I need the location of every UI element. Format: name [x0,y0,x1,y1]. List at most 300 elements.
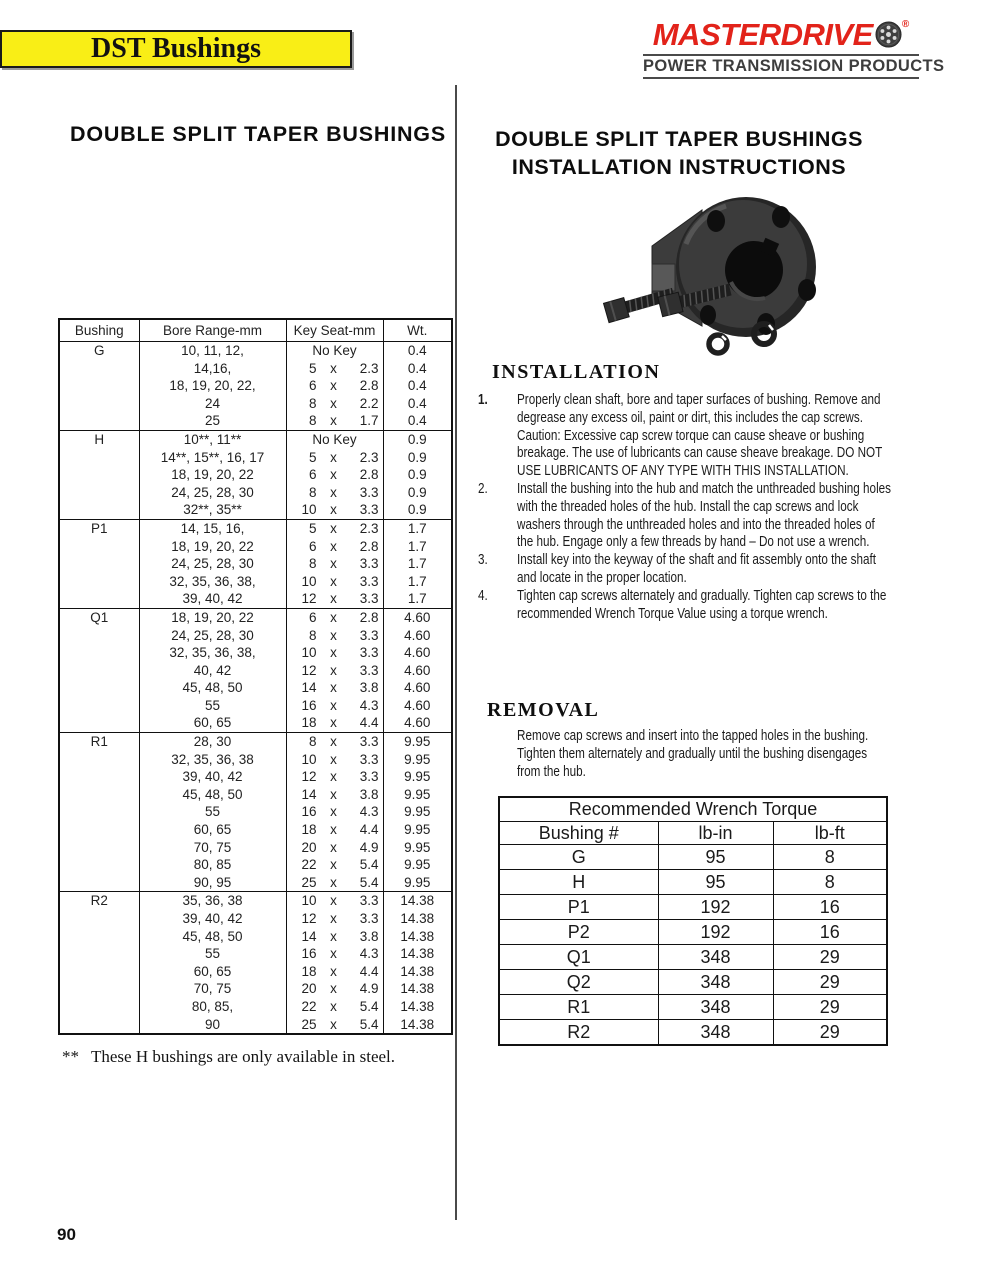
key-height: 3.3 [359,627,379,643]
key-height: 2.3 [359,360,379,376]
bore-range-cell: 39, 40, 42 [139,590,286,608]
bore-range-cell: 45, 48, 50 [139,786,286,804]
key-x: x [330,786,337,802]
bore-range-cell: 24, 25, 28, 30 [139,555,286,573]
key-seat-cell [286,1016,383,1035]
key-x: x [330,662,337,678]
key-seat-values [287,466,383,484]
bore-range-cell: 90 [139,1016,286,1035]
key-seat-values [287,856,383,874]
registered-mark: ® [901,19,910,30]
key-height: 5.4 [359,874,379,890]
key-height: 4.3 [359,697,379,713]
key-width: 12 [301,591,317,607]
key-height: 3.8 [359,680,379,696]
weight-cell: 9.95 [383,733,452,751]
installation-step-2 [478,480,895,551]
weight-cell: 9.95 [383,786,452,804]
key-seat-values [287,839,383,857]
torque-table-row [499,970,887,995]
bushing-product-photo [594,184,846,367]
bushing-table-header-0: Bushing [59,319,139,342]
key-seat-cell [286,839,383,857]
key-height: 2.8 [359,467,379,483]
weight-cell: 1.7 [383,590,452,608]
weight-cell: 0.4 [383,342,452,360]
key-height: 4.9 [359,839,379,855]
key-width: 22 [301,857,317,873]
torque-bushing-cell: G [499,845,658,870]
bore-range-cell: 32, 35, 36, 38, [139,573,286,591]
step-text: Tighten cap screws alternately and gradually. Tighten cap screws to the recommended Wrench Torque Value using a torque wrench. [517,586,887,622]
torque-bushing-cell: P1 [499,895,658,920]
key-seat-cell [286,590,383,608]
key-seat-values [287,821,383,839]
key-seat-cell [286,627,383,645]
torque-lbin-cell: 192 [658,920,773,945]
key-height: 4.3 [359,804,379,820]
bore-range-cell: 25 [139,412,286,430]
key-width: 10 [301,645,317,661]
key-x: x [330,502,337,518]
torque-lbft-cell: 29 [773,995,887,1020]
key-x: x [330,874,337,890]
key-height: 3.3 [359,573,379,589]
key-height: 4.4 [359,822,379,838]
key-width: 5 [308,360,317,376]
key-seat-cell [286,449,383,467]
torque-table-row [499,995,887,1020]
bore-range-cell: 24, 25, 28, 30 [139,484,286,502]
bore-range-cell: 39, 40, 42 [139,910,286,928]
key-x: x [330,538,337,554]
key-width: 10 [301,751,317,767]
key-seat-values [287,679,383,697]
key-width: 6 [308,378,317,394]
bore-range-cell: 14,16, [139,360,286,378]
bore-range-cell: 24 [139,395,286,413]
key-width: 8 [308,627,317,643]
key-seat-values [287,609,383,627]
weight-cell: 4.60 [383,627,452,645]
bore-range-cell: 70, 75 [139,980,286,998]
key-height: 3.3 [359,769,379,785]
key-width: 25 [301,1016,317,1032]
weight-cell: 4.60 [383,608,452,626]
key-seat-cell [286,910,383,928]
key-seat-cell [286,484,383,502]
sprocket-icon [875,21,902,53]
key-x: x [330,822,337,838]
right-heading-line2: INSTALLATION INSTRUCTIONS [511,154,847,179]
key-x: x [330,963,337,979]
step-number: 1. [478,391,488,408]
bore-range-cell: 80, 85, [139,998,286,1016]
key-width: 20 [301,839,317,855]
bore-range-cell: 55 [139,945,286,963]
key-seat-cell [286,360,383,378]
key-height: 3.3 [359,591,379,607]
key-height: 2.8 [359,538,379,554]
torque-lbft-cell: 29 [773,1020,887,1046]
step-number: 3. [478,551,488,569]
key-x: x [330,627,337,643]
key-seat-cell [286,892,383,910]
weight-cell: 1.7 [383,519,452,537]
bore-range-cell: 39, 40, 42 [139,768,286,786]
key-height: 2.3 [359,449,379,465]
weight-cell: 1.7 [383,538,452,556]
footnote [62,1047,395,1067]
bore-range-cell: 70, 75 [139,839,286,857]
installation-step-4 [478,587,895,623]
key-x: x [330,734,337,750]
bore-range-cell: 14, 15, 16, [139,519,286,537]
bore-range-cell: 10, 11, 12, [139,342,286,360]
bore-range-cell: 18, 19, 20, 22 [139,538,286,556]
masterdrive-logo [643,17,945,79]
key-width: 10 [301,502,317,518]
key-x: x [330,857,337,873]
weight-cell: 14.38 [383,1016,452,1035]
key-height: 3.3 [359,751,379,767]
bore-range-cell: 18, 19, 20, 22, [139,377,286,395]
weight-cell: 14.38 [383,998,452,1016]
bushing-table-row [59,342,452,360]
weight-cell: 0.4 [383,412,452,430]
banner-title-text: DST Bushings [91,33,261,64]
key-seat-values [287,998,383,1016]
key-height: 2.2 [359,395,379,411]
key-height: 2.8 [359,378,379,394]
torque-lbft-cell: 29 [773,945,887,970]
weight-cell: 14.38 [383,945,452,963]
bushing-group-label: G [59,342,139,431]
weight-cell: 14.38 [383,910,452,928]
key-x: x [330,360,337,376]
torque-table-row [499,945,887,970]
footnote-text: These H bushings are only available in steel. [91,1047,396,1066]
key-seat-cell [286,644,383,662]
key-height: 3.3 [359,893,379,909]
key-height: 3.3 [359,556,379,572]
torque-table-row [499,920,887,945]
key-width: 6 [308,609,317,625]
bushing-group-label: Q1 [59,608,139,732]
key-height: 3.3 [359,502,379,518]
key-x: x [330,946,337,962]
key-height: 5.4 [359,1016,379,1032]
step-text: Install the bushing into the hub and match the unthreaded bushing holes with the threaded holes of the hub. Install the cap screws and lock washers through the unthreaded holes and into the threaded holes of the hub. Engage only a few threads by hand – Do not use a wrench. [517,479,892,551]
key-seat-values [287,786,383,804]
key-seat-values [287,627,383,645]
weight-cell: 9.95 [383,803,452,821]
bushing-table-header-2: Key Seat-mm [286,319,383,342]
torque-table-header-row [499,822,887,845]
logo-tagline: POWER TRANSMISSION PRODUCTS [643,54,919,79]
key-seat-values [287,928,383,946]
key-seat-values [287,768,383,786]
key-height: 4.3 [359,946,379,962]
bore-range-cell: 55 [139,697,286,715]
key-seat-values [287,945,383,963]
key-seat-values [287,520,383,538]
torque-lbin-cell: 348 [658,970,773,995]
torque-bushing-cell: R1 [499,995,658,1020]
torque-lbin-cell: 348 [658,995,773,1020]
torque-bushing-cell: H [499,870,658,895]
key-seat-values [287,874,383,892]
key-seat-cell [286,803,383,821]
key-seat-values [287,980,383,998]
weight-cell: 9.95 [383,751,452,769]
bore-range-cell: 80, 85 [139,856,286,874]
key-x: x [330,1016,337,1032]
weight-cell: 9.95 [383,839,452,857]
key-width: 20 [301,981,317,997]
key-width: 8 [308,556,317,572]
weight-cell: 0.9 [383,501,452,519]
weight-cell: 0.4 [383,360,452,378]
bushing-table-row [59,430,452,448]
key-height: 5.4 [359,857,379,873]
weight-cell: 14.38 [383,928,452,946]
torque-lbft-cell: 8 [773,870,887,895]
bushing-table-row [59,519,452,537]
key-x: x [330,467,337,483]
key-x: x [330,839,337,855]
key-x: x [330,981,337,997]
key-x: x [330,751,337,767]
key-x: x [330,804,337,820]
bushing-group-label: H [59,430,139,519]
key-seat-cell [286,980,383,998]
bushing-table-row [59,892,452,910]
weight-cell: 14.38 [383,892,452,910]
key-width: 18 [301,822,317,838]
key-seat-values [287,538,383,556]
key-width: 8 [308,413,317,429]
installation-step-1 [478,391,895,480]
key-x: x [330,556,337,572]
bore-range-cell: 18, 19, 20, 22 [139,608,286,626]
key-seat-values [287,910,383,928]
key-x: x [330,715,337,731]
key-seat-cell [286,395,383,413]
removal-text: Remove cap screws and insert into the tapped holes in the bushing. Tighten them alternately and gradually until the bushing disengages from the hub. [517,727,869,780]
step-number: 4. [478,586,488,604]
bore-range-cell: 40, 42 [139,662,286,680]
key-seat-cell [286,377,383,395]
key-seat-cell [286,573,383,591]
weight-cell: 4.60 [383,679,452,697]
key-seat-values [287,360,383,378]
key-height: 1.7 [359,413,379,429]
torque-table [498,796,888,1046]
bore-range-cell: 24, 25, 28, 30 [139,627,286,645]
key-seat-values [287,573,383,591]
key-width: 8 [308,395,317,411]
key-seat-cell [286,733,383,751]
key-x: x [330,911,337,926]
torque-table-header-2: lb-ft [773,822,887,845]
brand-text: MASTERDRIVE [652,17,873,52]
key-seat-values [287,412,383,430]
weight-cell: 9.95 [383,768,452,786]
key-x: x [330,893,337,909]
key-height: 3.8 [359,928,379,944]
key-seat-values [287,484,383,502]
key-width: 14 [301,680,317,696]
bore-range-cell: 55 [139,803,286,821]
key-width: 14 [301,786,317,802]
key-seat-values [287,590,383,608]
bore-range-cell: 60, 65 [139,714,286,732]
key-x: x [330,680,337,696]
bushing-table-header-3: Wt. [383,319,452,342]
key-x: x [330,573,337,589]
weight-cell: 0.9 [383,449,452,467]
key-height: 4.4 [359,715,379,731]
key-x: x [330,928,337,944]
key-seat-values [287,733,383,751]
bore-range-cell: 32, 35, 36, 38 [139,751,286,769]
key-width: 25 [301,874,317,890]
key-seat-values [287,1016,383,1034]
key-width: 16 [301,697,317,713]
key-seat-values [287,803,383,821]
bore-range-cell: 45, 48, 50 [139,928,286,946]
bore-range-cell: 60, 65 [139,963,286,981]
key-x: x [330,998,337,1014]
key-width: 18 [301,963,317,979]
weight-cell: 0.4 [383,377,452,395]
key-seat-values [287,377,383,395]
weight-cell: 4.60 [383,644,452,662]
footnote-marker: ** [62,1047,79,1066]
installation-steps [478,391,895,622]
weight-cell: 4.60 [383,662,452,680]
weight-cell: 0.4 [383,395,452,413]
key-seat-values [287,697,383,715]
key-height: 3.3 [359,734,379,750]
weight-cell: 14.38 [383,980,452,998]
key-width: 18 [301,715,317,731]
key-seat-cell [286,714,383,732]
key-width: 14 [301,928,317,944]
weight-cell: 14.38 [383,963,452,981]
key-height: 4.9 [359,981,379,997]
key-x: x [330,609,337,625]
key-seat-cell [286,874,383,892]
key-seat-cell [286,412,383,430]
removal-heading: REMOVAL [487,699,600,721]
key-seat-cell [286,963,383,981]
bushing-table-header-row [59,319,452,342]
key-height: 4.4 [359,963,379,979]
key-x: x [330,378,337,394]
bushing-table-header-1: Bore Range-mm [139,319,286,342]
weight-cell: 9.95 [383,874,452,892]
key-width: 6 [308,538,317,554]
left-heading: DOUBLE SPLIT TAPER BUSHINGS [70,122,446,146]
bore-range-cell: 28, 30 [139,733,286,751]
weight-cell: 0.9 [383,430,452,448]
key-seat-values [287,555,383,573]
torque-lbft-cell: 16 [773,920,887,945]
step-text: Properly clean shaft, bore and taper surfaces of bushing. Remove and degrease any excess oil, paint or dirt, this includes the cap screws. Caution: Excessive cap screw torque can cause sheave or bushing breakage. The use of lubricants can cause sheave breakage. DO NOT USE LUBRICANTS OF ANY TYPE WITH THIS INSTALLATION. [517,391,883,480]
column-divider [455,85,457,1220]
bushing-table-row [59,733,452,751]
torque-table-title: Recommended Wrench Torque [499,797,887,822]
key-width: 12 [301,911,317,926]
step-number: 2. [478,479,488,497]
key-width: 8 [308,484,317,500]
weight-cell: 1.7 [383,555,452,573]
bore-range-cell: 32**, 35** [139,501,286,519]
torque-lbin-cell: 95 [658,870,773,895]
bore-range-cell: 14**, 15**, 16, 17 [139,449,286,467]
torque-table-row [499,845,887,870]
torque-bushing-cell: Q2 [499,970,658,995]
key-height: 3.3 [359,484,379,500]
key-seat-values [287,892,383,910]
key-width: 16 [301,946,317,962]
key-seat-cell: No Key [286,342,383,360]
torque-table-row [499,895,887,920]
torque-lbin-cell: 348 [658,945,773,970]
key-width: 12 [301,662,317,678]
torque-table-row [499,870,887,895]
key-seat-values [287,449,383,467]
key-seat-values [287,644,383,662]
page-number: 90 [57,1225,76,1244]
key-width: 6 [308,467,317,483]
weight-cell: 4.60 [383,697,452,715]
torque-table-row [499,1020,887,1046]
step-text: Install key into the keyway of the shaft and fit assembly onto the shaft and locate in the proper location. [517,551,877,586]
weight-cell: 1.7 [383,573,452,591]
torque-lbft-cell: 16 [773,895,887,920]
key-height: 3.8 [359,786,379,802]
installation-heading: INSTALLATION [492,361,661,383]
key-x: x [330,484,337,500]
key-width: 8 [308,734,317,750]
key-width: 10 [301,893,317,909]
bore-range-cell: 60, 65 [139,821,286,839]
key-seat-cell [286,501,383,519]
key-width: 16 [301,804,317,820]
torque-lbin-cell: 95 [658,845,773,870]
key-width: 5 [308,449,317,465]
right-heading-line1: DOUBLE SPLIT TAPER BUSHINGS [495,127,863,151]
key-x: x [330,697,337,713]
key-seat-values [287,751,383,769]
banner-title [0,30,352,68]
key-height: 2.3 [359,520,379,536]
key-height: 3.3 [359,662,379,678]
bore-range-cell: 45, 48, 50 [139,679,286,697]
torque-lbin-cell: 192 [658,895,773,920]
right-heading [455,126,903,181]
bore-range-cell: 18, 19, 20, 22 [139,466,286,484]
key-seat-cell [286,697,383,715]
key-seat-cell [286,998,383,1016]
torque-lbin-cell: 348 [658,1020,773,1046]
torque-table-header-0: Bushing # [499,822,658,845]
torque-table-header-1: lb-in [658,822,773,845]
key-x: x [330,413,337,429]
